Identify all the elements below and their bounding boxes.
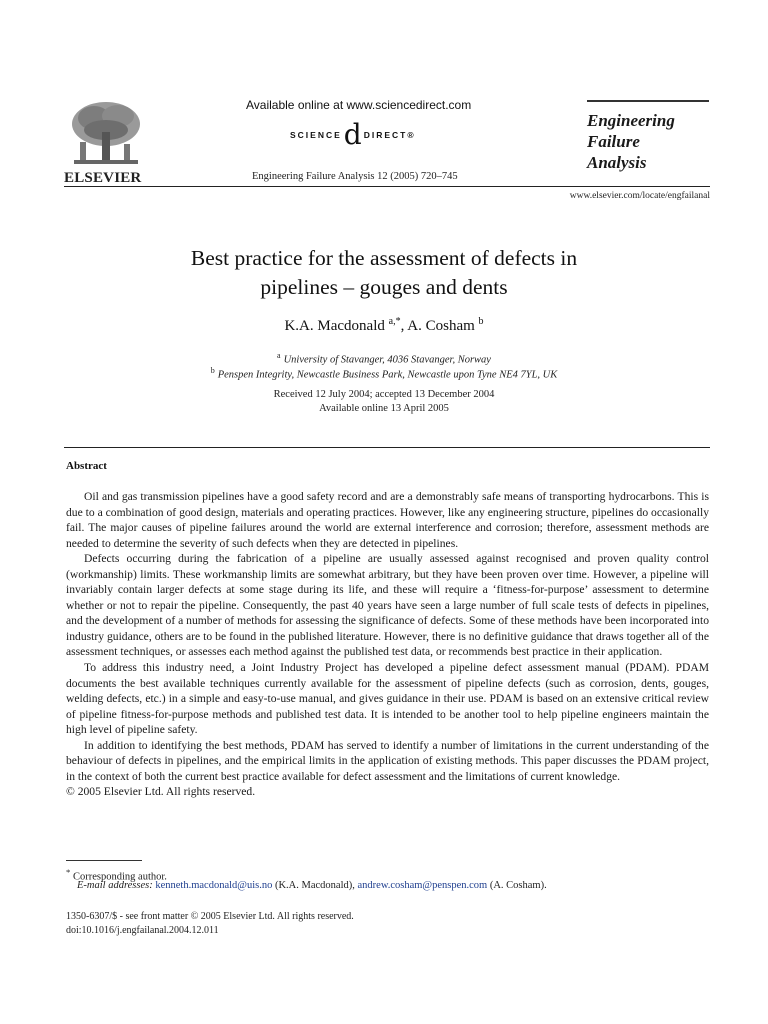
available-online-link[interactable]: Available online at www.sciencedirect.com xyxy=(246,98,472,112)
publisher-name: ELSEVIER xyxy=(64,170,142,186)
author-1: K.A. Macdonald xyxy=(284,318,385,334)
journal-url-link[interactable]: www.elsevier.com/locate/engfailanal xyxy=(569,191,710,201)
email-addresses xyxy=(66,879,709,893)
abstract-copyright: © 2005 Elsevier Ltd. All rights reserved. xyxy=(66,785,256,799)
author-separator: , xyxy=(400,318,408,334)
email-name-cosham: (A. Cosham). xyxy=(487,880,547,891)
article-title xyxy=(84,244,684,302)
abstract-paragraph: To address this industry need, a Joint Industry Project has developed a pipeline defect assessment manual (PDAM). PDAM documents the best available techniques currently available for the assessment of pipeline defects (such as corrosion, dents, gouges, welding defects, etc.) in a simple and easy-to-use manual, and gives guidance in their use. PDAM is based on an extensive critical review of pipeline fitness-for-purpose methods and published test data. It is intended to be another tool to help pipeline engineers maintain the high level of pipeline safety. xyxy=(66,661,709,737)
doi-line[interactable]: doi:10.1016/j.engfailanal.2004.12.011 xyxy=(66,925,219,936)
header-divider xyxy=(64,186,710,187)
journal-title-rule xyxy=(587,100,709,102)
email-label: E-mail addresses: xyxy=(77,880,153,891)
front-matter-info xyxy=(66,910,354,938)
abstract-paragraph: In addition to identifying the best methods, PDAM has served to identify a number of limitations in the current understanding of the behaviour of defects in pipelines, and the empirical limits in the application of existing methods. This paper discusses the PDAM project, in the context of both the current best practice available for defect assessment and the limitations of current knowledge. xyxy=(66,738,709,783)
abstract-paragraph: Defects occurring during the fabrication of a pipeline are usually assessed against recognised and proven quality control (workmanship) limits. These workmanship limits are somewhat arbitrary, but they have been proven over time. However, a pipeline will invariably contain larger defects at some stage during its life, and these will require a ‘fitness-for-purpose’ assessment to determine whether or not to repair the pipeline. Consequently, the past 40 years have seen a large number of full scale tests of defects in pipelines, and the development of a number of methods for assessing the significance of defects. Some of these methods have been incorporated into industry guidance, others are to be found in the published literature. However, there is no definitive guidance that draws together all of the assessment techniques, or assesses each method against the published test data, or recommends best practice in their application. xyxy=(66,552,709,659)
received-date: Received 12 July 2004; accepted 13 December 2004 xyxy=(273,389,495,400)
article-dates xyxy=(84,388,684,416)
footnote-divider xyxy=(66,860,142,861)
article-title-line-2: pipelines – gouges and dents xyxy=(260,275,508,299)
journal-title-line-1: Engineering xyxy=(587,111,675,130)
available-date: Available online 13 April 2005 xyxy=(319,403,449,414)
journal-header xyxy=(64,92,710,197)
author-1-marks: a,* xyxy=(388,316,401,327)
journal-citation: Engineering Failure Analysis 12 (2005) 720–745 xyxy=(252,171,458,182)
affiliation-a xyxy=(84,351,684,366)
footnote-mark: * xyxy=(66,867,71,877)
affiliation-a-text: University of Stavanger, 4036 Stavanger, Norway xyxy=(283,354,491,366)
abstract-divider xyxy=(64,447,710,448)
article-title-line-1: Best practice for the assessment of defects in xyxy=(190,246,578,270)
journal-title xyxy=(587,110,675,173)
sciencedirect-logo xyxy=(290,118,416,151)
affiliation-a-mark: a xyxy=(277,351,281,360)
journal-title-line-2: Failure xyxy=(587,132,640,151)
affiliation-b xyxy=(84,366,684,381)
email-link-cosham[interactable]: andrew.cosham@penspen.com xyxy=(357,880,488,891)
affiliation-b-mark: b xyxy=(210,366,215,375)
corresponding-author-text: Corresponding author. xyxy=(73,871,167,883)
abstract-heading: Abstract xyxy=(66,460,107,472)
sd-left-text: SCIENCE xyxy=(290,130,342,140)
affiliation-b-text: Penspen Integrity, Newcastle Business Park, Newcastle upon Tyne NE4 7YL, UK xyxy=(217,369,558,381)
sciencedirect-at-icon: d xyxy=(343,118,362,151)
journal-title-line-3: Analysis xyxy=(587,153,647,172)
issn-line: 1350-6307/$ - see front matter © 2005 Elsevier Ltd. All rights reserved. xyxy=(66,911,354,922)
author-list xyxy=(84,316,684,335)
abstract-paragraph: Oil and gas transmission pipelines have a good safety record and are a demonstrably safe means of transporting hydrocarbons. This is due to a combination of good design, materials and operating practices. However, like any engineering structure, pipelines do occasionally fail. The major causes of pipeline failures around the world are external interference and corrosion; therefore, assessment methods are needed to determine the severity of such defects when they are detected in pipelines. xyxy=(66,490,709,550)
author-2: A. Cosham xyxy=(407,318,475,334)
sd-right-text: DIRECT® xyxy=(363,130,416,140)
email-link-macdonald[interactable]: kenneth.macdonald@uis.no xyxy=(155,880,273,891)
email-name-macdonald: (K.A. Macdonald), xyxy=(272,880,358,891)
author-2-marks: b xyxy=(478,316,484,327)
abstract-body xyxy=(66,489,709,800)
